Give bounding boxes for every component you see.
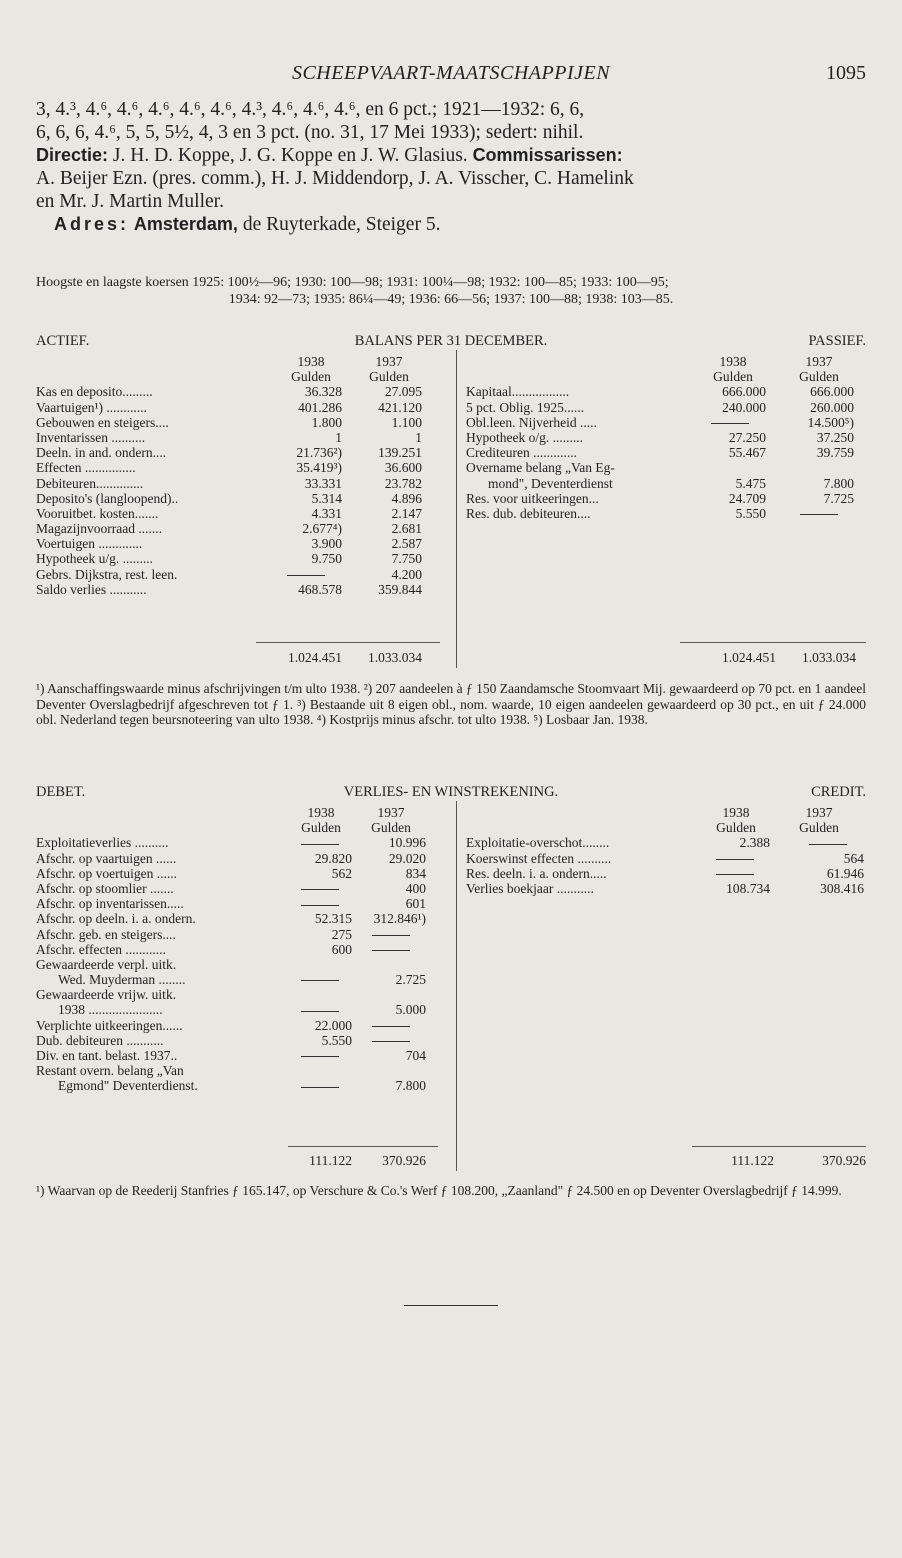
value-1938: 27.250 bbox=[728, 429, 766, 445]
row-label: Hypotheek u/g. ......... bbox=[36, 551, 153, 567]
actief-heading: ACTIEF. bbox=[36, 333, 90, 349]
row-label: Gewaardeerde verpl. uitk. bbox=[36, 956, 177, 972]
value-1938: 22.000 bbox=[314, 1017, 352, 1033]
value-1937: 359.844 bbox=[378, 581, 422, 597]
table-row bbox=[36, 430, 456, 445]
table-row bbox=[36, 476, 456, 491]
unit: Gulden bbox=[716, 820, 756, 836]
intro-line: 3, 4.³, 4.⁶, 4.⁶, 4.⁶, 4.⁶, 4.⁶, 4.³, 4.⁶, 4.⁶, 4.⁶, en 6 pct.; 1921—1932: 6, 6, bbox=[36, 99, 585, 120]
value-1937: 1 bbox=[415, 429, 422, 445]
credit-table bbox=[466, 805, 866, 896]
directie-line bbox=[36, 144, 866, 167]
value-1937: 14.500⁵) bbox=[807, 414, 854, 430]
row-label: Div. en tant. belast. 1937.. bbox=[36, 1048, 178, 1063]
row-label: Overname belang „Van Eg- bbox=[466, 460, 615, 476]
row-label: Kapitaal................. bbox=[466, 384, 570, 400]
table-row bbox=[36, 866, 456, 881]
row-label: Egmond" Deventerdienst. bbox=[58, 1078, 198, 1094]
row-label: Deposito's (langloopend).. bbox=[36, 490, 179, 506]
year-1937: 1937 bbox=[375, 354, 403, 369]
year-1937: 1937 bbox=[805, 805, 833, 820]
koersen-text bbox=[36, 274, 866, 308]
value-1938: 5.314 bbox=[311, 490, 342, 506]
unit: Gulden bbox=[301, 820, 341, 836]
value-1937 bbox=[792, 835, 864, 850]
row-label: Hypotheek o/g. ......... bbox=[466, 429, 583, 445]
unit-header bbox=[466, 820, 866, 835]
value-1938: 21.736²) bbox=[296, 445, 342, 461]
table-row bbox=[466, 476, 866, 491]
value-1937: 4.896 bbox=[391, 490, 422, 506]
year-header bbox=[466, 805, 866, 820]
page-number: 1095 bbox=[826, 62, 866, 84]
table-row bbox=[36, 1078, 456, 1093]
value-1937: 421.120 bbox=[378, 399, 422, 415]
table-row bbox=[466, 866, 866, 881]
row-label: Gewaardeerde vrijw. uitk. bbox=[36, 987, 177, 1003]
adres-city: Amsterdam, bbox=[133, 214, 238, 234]
total-debet-1937: 370.926 bbox=[382, 1153, 426, 1168]
value-1937: 7.800 bbox=[395, 1078, 426, 1094]
intro-text bbox=[36, 98, 866, 236]
table-row bbox=[36, 987, 456, 1002]
table-row bbox=[466, 415, 866, 430]
value-1938: 1 bbox=[335, 429, 342, 445]
year-header bbox=[36, 354, 456, 369]
value-1937: 37.250 bbox=[816, 429, 854, 445]
row-label: Gebouwen en steigers.... bbox=[36, 414, 169, 430]
value-1938 bbox=[288, 896, 352, 911]
table-row bbox=[36, 942, 456, 957]
row-label: Inventarissen .......... bbox=[36, 429, 146, 445]
table-row bbox=[36, 521, 456, 536]
table-row bbox=[36, 491, 456, 506]
value-1937: 29.020 bbox=[388, 850, 426, 866]
commissarissen-label: Commissarissen: bbox=[472, 145, 623, 165]
balans-title: BALANS PER 31 DECEMBER. bbox=[354, 333, 548, 349]
balans-footnotes bbox=[36, 681, 866, 728]
value-1937: 7.800 bbox=[823, 475, 854, 491]
value-1937: 564 bbox=[843, 850, 864, 866]
table-row bbox=[466, 430, 866, 445]
year-1937: 1937 bbox=[377, 805, 405, 820]
value-1937: 308.416 bbox=[820, 880, 864, 896]
table-row bbox=[466, 400, 866, 415]
total-passief-1937: 1.033.034 bbox=[802, 650, 856, 665]
table-row bbox=[466, 835, 866, 850]
table-row bbox=[36, 567, 456, 582]
unit: Gulden bbox=[799, 369, 839, 385]
table-row bbox=[466, 491, 866, 506]
row-label: Magazijnvoorraad ....... bbox=[36, 521, 162, 537]
intro-line: 6, 6, 6, 4.⁶, 5, 5, 5½, 4, 3 en 3 pct. (no. 31, 17 Mei 1933); sedert: nihil. bbox=[36, 122, 584, 143]
table-row bbox=[36, 384, 456, 399]
value-1937: 139.251 bbox=[378, 445, 422, 461]
row-label: Restant overn. belang „Van bbox=[36, 1063, 184, 1079]
year-1938: 1938 bbox=[297, 354, 325, 369]
directie-label: Directie: bbox=[36, 145, 109, 165]
total-rule bbox=[692, 1146, 866, 1147]
row-label: Afschr. geb. en steigers.... bbox=[36, 926, 176, 942]
directie-names: J. H. D. Koppe, J. G. Koppe en J. W. Glasius. bbox=[108, 145, 468, 166]
row-label: Kas en deposito......... bbox=[36, 384, 153, 400]
value-1938: 4.331 bbox=[311, 505, 342, 521]
value-1937: 834 bbox=[405, 865, 426, 881]
table-row bbox=[36, 551, 456, 566]
table-row bbox=[36, 445, 456, 460]
year-header bbox=[36, 805, 456, 820]
value-1938 bbox=[270, 567, 342, 582]
value-1937: 7.750 bbox=[391, 551, 422, 567]
value-1938: 401.286 bbox=[298, 399, 342, 415]
table-row bbox=[36, 972, 456, 987]
table-row bbox=[36, 835, 456, 850]
adres-label: Adres: bbox=[54, 214, 130, 234]
intro-line: en Mr. J. Martin Muller. bbox=[36, 191, 224, 212]
value-1938 bbox=[700, 866, 770, 881]
winst-title: VERLIES- EN WINSTREKENING. bbox=[343, 784, 559, 800]
end-rule bbox=[404, 1305, 498, 1306]
unit: Gulden bbox=[371, 820, 411, 836]
year-1938: 1938 bbox=[722, 805, 750, 820]
value-1938: 9.750 bbox=[311, 551, 342, 567]
table-row bbox=[36, 506, 456, 521]
row-label: mond", Deventerdienst bbox=[488, 475, 613, 491]
value-1937: 39.759 bbox=[816, 445, 854, 461]
value-1937: 1.100 bbox=[391, 414, 422, 430]
row-label: Obl.leen. Nijverheid ..... bbox=[466, 414, 597, 430]
row-label: Res. dub. debiteuren.... bbox=[466, 505, 591, 521]
row-label: Debiteuren.............. bbox=[36, 475, 144, 491]
intro-line: A. Beijer Ezn. (pres. comm.), H. J. Middendorp, J. A. Visscher, C. Hamelink bbox=[36, 168, 634, 189]
value-1938 bbox=[288, 1048, 352, 1063]
value-1938: 33.331 bbox=[304, 475, 342, 491]
balans-totals bbox=[36, 650, 866, 665]
table-row bbox=[36, 582, 456, 597]
value-1937 bbox=[356, 942, 426, 957]
table-row bbox=[466, 881, 866, 896]
value-1937: 10.996 bbox=[388, 835, 426, 851]
value-1938: 3.900 bbox=[311, 536, 342, 552]
row-label: Afschr. op vaartuigen ...... bbox=[36, 850, 177, 866]
unit: Gulden bbox=[713, 369, 753, 385]
adres-line bbox=[36, 213, 866, 236]
running-title: SCHEEPVAART-MAATSCHAPPIJEN bbox=[291, 62, 611, 84]
row-label: Saldo verlies ........... bbox=[36, 581, 147, 597]
row-label: Crediteuren ............. bbox=[466, 445, 577, 461]
total-actief-1937: 1.033.034 bbox=[368, 650, 422, 665]
table-row bbox=[36, 400, 456, 415]
page-header bbox=[36, 62, 866, 88]
koersen-line: Hoogste en laagste koersen 1925: 100½—96; 1930: 100—98; 1931: 100¼—98; 1932: 100—85; 1933: 100—95; bbox=[36, 275, 669, 290]
table-row bbox=[36, 957, 456, 972]
table-row bbox=[466, 506, 866, 521]
unit: Gulden bbox=[799, 820, 839, 836]
value-1937: 7.725 bbox=[823, 490, 854, 506]
value-1937: 2.681 bbox=[391, 521, 422, 537]
total-rule bbox=[680, 642, 866, 643]
row-label: Exploitatieverlies .......... bbox=[36, 835, 169, 851]
table-row bbox=[36, 1002, 456, 1017]
footnote-text: ¹) Aanschaffingswaarde minus afschrijvingen t/m ulto 1938. ²) 207 aandeelen à ƒ 150 Zaandamsche Stoomvaart Mij. gewaardeerd op 70 pct. en 1 aandeel Deventer Overslagbedrijf afgeschreven tot ƒ 1. ³) Bestaande uit 8 eigen obl., nom. waarde, 10 eigen aandeelen gewaardeerd op 30 pct., en uit ƒ 24.000 obl. Nederland tegen beursnoteering van ulto 1938. ⁴) Kostprijs minus afschr. tot ulto 1938. ⁵) Losbaar Jan. 1938. bbox=[36, 681, 866, 727]
total-credit-1938: 111.122 bbox=[731, 1153, 774, 1168]
value-1937 bbox=[356, 1033, 426, 1048]
actief-table bbox=[36, 354, 456, 597]
value-1938: 5.550 bbox=[321, 1032, 352, 1048]
unit-header bbox=[36, 820, 456, 835]
value-1937: 2.725 bbox=[395, 972, 426, 988]
value-1938: 108.734 bbox=[726, 880, 770, 896]
row-label: Exploitatie-overschot........ bbox=[466, 835, 610, 851]
year-1938: 1938 bbox=[719, 354, 747, 369]
row-label: Vaartuigen¹) ............ bbox=[36, 399, 147, 415]
row-label: Wed. Muyderman ........ bbox=[58, 972, 186, 988]
koersen-line: 1934: 92—73; 1935: 86¼—49; 1936: 66—56; 1937: 100—88; 1938: 103—85. bbox=[228, 292, 674, 307]
table-row bbox=[36, 1063, 456, 1078]
value-1938: 240.000 bbox=[722, 399, 766, 415]
value-1937: 312.846¹) bbox=[373, 911, 426, 927]
value-1938: 666.000 bbox=[722, 384, 766, 400]
value-1938: 52.315 bbox=[314, 911, 352, 927]
table-row bbox=[36, 1033, 456, 1048]
passief-table bbox=[466, 354, 866, 521]
value-1937: 23.782 bbox=[384, 475, 422, 491]
value-1937 bbox=[784, 506, 854, 521]
value-1938: 55.467 bbox=[728, 445, 766, 461]
value-1938: 5.475 bbox=[735, 475, 766, 491]
year-1937: 1937 bbox=[805, 354, 833, 369]
year-1938: 1938 bbox=[307, 805, 335, 820]
row-label: Effecten ............... bbox=[36, 460, 136, 476]
row-label: Afschr. op stoomlier ....... bbox=[36, 880, 174, 896]
value-1938: 468.578 bbox=[298, 581, 342, 597]
value-1938 bbox=[700, 851, 770, 866]
row-label: 1938 ...................... bbox=[58, 1002, 163, 1018]
value-1938 bbox=[288, 1002, 352, 1017]
table-row bbox=[36, 1048, 456, 1063]
table-row bbox=[466, 460, 866, 475]
adres-street: de Ruyterkade, Steiger 5. bbox=[237, 214, 441, 235]
value-1938 bbox=[288, 835, 352, 850]
table-row bbox=[466, 384, 866, 399]
value-1938 bbox=[288, 881, 352, 896]
row-label: Koerswinst effecten .......... bbox=[466, 850, 612, 866]
winst-footnotes bbox=[36, 1183, 866, 1199]
credit-heading: CREDIT. bbox=[811, 784, 866, 800]
row-label: Voertuigen ............. bbox=[36, 536, 143, 552]
table-row bbox=[36, 1018, 456, 1033]
row-label: Res. voor uitkeeringen... bbox=[466, 490, 599, 506]
value-1938: 562 bbox=[331, 865, 352, 881]
value-1937: 36.600 bbox=[384, 460, 422, 476]
row-label: Dub. debiteuren ........... bbox=[36, 1032, 164, 1048]
table-row bbox=[36, 896, 456, 911]
row-label: Afschr. effecten ............ bbox=[36, 941, 166, 957]
total-debet-1938: 111.122 bbox=[309, 1153, 352, 1168]
value-1938 bbox=[288, 972, 352, 987]
row-label: Afschr. op voertuigen ...... bbox=[36, 865, 177, 881]
debet-table bbox=[36, 805, 456, 1094]
value-1938: 2.388 bbox=[739, 835, 770, 851]
value-1937: 2.587 bbox=[391, 536, 422, 552]
table-row bbox=[36, 415, 456, 430]
value-1937: 61.946 bbox=[826, 865, 864, 881]
value-1937: 666.000 bbox=[810, 384, 854, 400]
table-row bbox=[36, 927, 456, 942]
value-1937: 260.000 bbox=[810, 399, 854, 415]
debet-heading: DEBET. bbox=[36, 784, 86, 800]
total-actief-1938: 1.024.451 bbox=[288, 650, 342, 665]
value-1938 bbox=[694, 415, 766, 430]
row-label: Verlies boekjaar ........... bbox=[466, 880, 594, 896]
row-label: Deeln. in and. ondern.... bbox=[36, 445, 167, 461]
table-row bbox=[36, 851, 456, 866]
passief-heading: PASSIEF. bbox=[808, 333, 866, 349]
value-1938: 275 bbox=[331, 926, 352, 942]
table-row bbox=[36, 460, 456, 475]
value-1937: 704 bbox=[405, 1048, 426, 1063]
total-rule bbox=[288, 1146, 438, 1147]
value-1937: 400 bbox=[405, 880, 426, 896]
value-1938: 1.800 bbox=[311, 414, 342, 430]
row-label: Afschr. op inventarissen..... bbox=[36, 896, 184, 912]
row-label: 5 pct. Oblig. 1925...... bbox=[466, 399, 585, 415]
unit: Gulden bbox=[291, 369, 331, 385]
value-1938: 600 bbox=[331, 941, 352, 957]
total-rule bbox=[256, 642, 440, 643]
unit-header bbox=[36, 369, 456, 384]
value-1937: 5.000 bbox=[395, 1002, 426, 1018]
table-row bbox=[36, 911, 456, 926]
value-1938: 35.419³) bbox=[296, 460, 342, 476]
footnote-text: ¹) Waarvan op de Reederij Stanfries ƒ 165.147, op Verschure & Co.'s Werf ƒ 108.200, „Zaanland" ƒ 24.500 en op Deventer Overslagbedrijf ƒ 14.999. bbox=[36, 1183, 842, 1198]
row-label: Vooruitbet. kosten....... bbox=[36, 505, 159, 521]
value-1937 bbox=[356, 927, 426, 942]
table-row bbox=[466, 851, 866, 866]
value-1937: 27.095 bbox=[384, 384, 422, 400]
table-row bbox=[36, 536, 456, 551]
row-label: Res. deeln. i. a. ondern..... bbox=[466, 865, 607, 881]
column-divider bbox=[456, 801, 457, 1171]
table-row bbox=[466, 445, 866, 460]
winst-totals bbox=[36, 1153, 866, 1168]
unit: Gulden bbox=[369, 369, 409, 385]
value-1937 bbox=[356, 1018, 426, 1033]
table-row bbox=[36, 881, 456, 896]
value-1938: 24.709 bbox=[728, 490, 766, 506]
total-passief-1938: 1.024.451 bbox=[722, 650, 776, 665]
unit-header bbox=[466, 369, 866, 384]
value-1938: 29.820 bbox=[314, 850, 352, 866]
value-1938 bbox=[288, 1078, 352, 1093]
row-label: Afschr. op deeln. i. a. ondern. bbox=[36, 911, 196, 927]
value-1937: 4.200 bbox=[391, 566, 422, 582]
row-label: Verplichte uitkeeringen...... bbox=[36, 1017, 183, 1033]
value-1937: 2.147 bbox=[391, 505, 422, 521]
total-credit-1937: 370.926 bbox=[822, 1153, 866, 1168]
year-header bbox=[466, 354, 866, 369]
column-divider bbox=[456, 350, 457, 668]
row-label: Gebrs. Dijkstra, rest. leen. bbox=[36, 566, 178, 582]
value-1938: 5.550 bbox=[735, 505, 766, 521]
value-1938: 2.677⁴) bbox=[302, 521, 342, 537]
value-1937: 601 bbox=[405, 896, 426, 912]
value-1938: 36.328 bbox=[304, 384, 342, 400]
